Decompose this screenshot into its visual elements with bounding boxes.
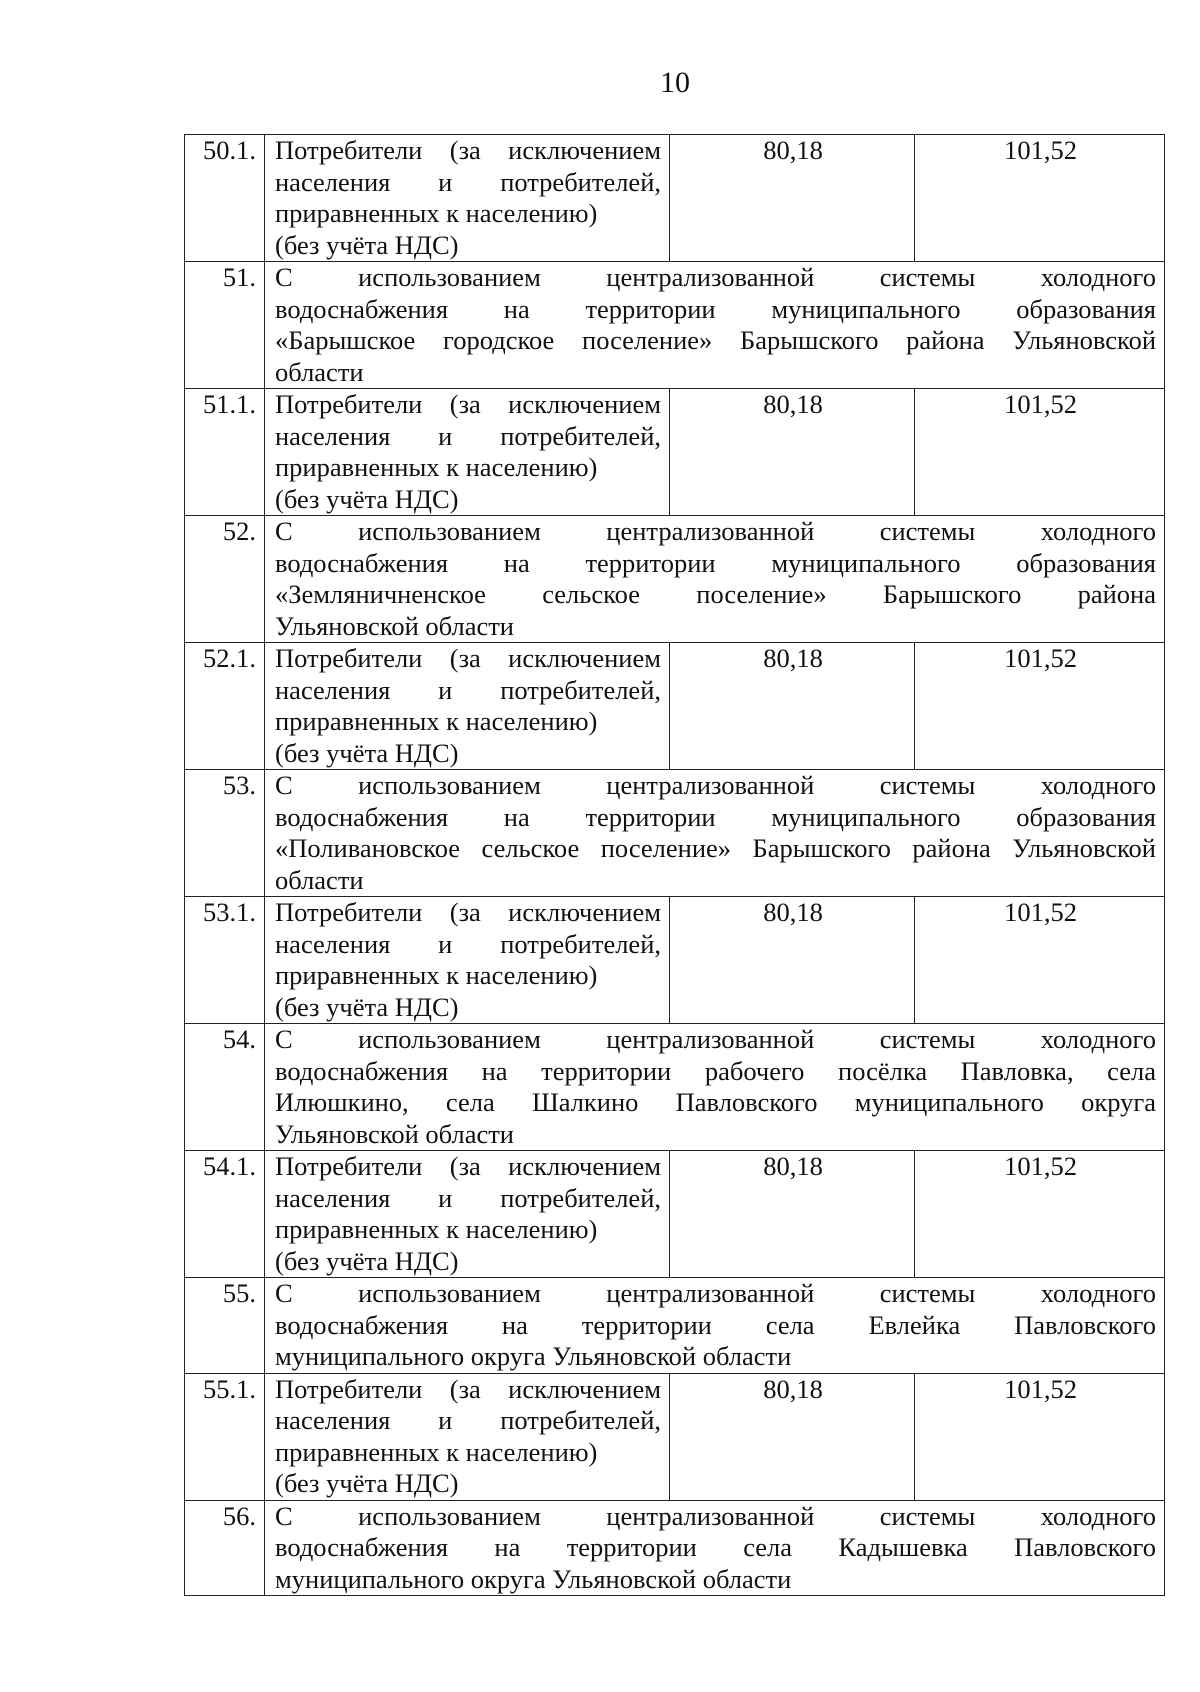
- section-description-line: С использованием централизованной системы холодного: [275, 516, 1156, 546]
- consumer-description-line: Потребители (за исключением: [275, 1151, 661, 1181]
- section-description-line: муниципального округа Ульяновской области: [275, 1341, 792, 1371]
- tariff-table: [184, 134, 1165, 1596]
- section-description-line: Илюшкино, села Шалкино Павловского муниципального округа: [275, 1087, 1156, 1117]
- consumer-description: [265, 643, 670, 770]
- section-row: [185, 1278, 1165, 1374]
- consumer-description-line: населения и потребителей,: [275, 1182, 661, 1213]
- consumer-description-line: приравненных к населению): [275, 1214, 598, 1244]
- section-description-line: «Поливановское сельское поселение» Барышского района Ульяновской: [275, 833, 1156, 863]
- consumer-row: [185, 135, 1165, 262]
- row-number: 53.: [185, 770, 265, 897]
- row-number: 56.: [185, 1500, 265, 1596]
- row-number: 55.: [185, 1278, 265, 1374]
- section-description-line: муниципального округа Ульяновской области: [275, 1563, 792, 1594]
- section-description-line: С использованием централизованной системы холодного: [275, 770, 1156, 800]
- consumer-description-line: Потребители (за исключением: [275, 135, 661, 165]
- consumer-row: [185, 643, 1165, 770]
- tariff-value-2: 101,52: [915, 1151, 1165, 1278]
- section-row: [185, 262, 1165, 389]
- row-number: 51.: [185, 262, 265, 389]
- consumer-description-line: приравненных к населению): [275, 198, 598, 228]
- section-description-line: водоснабжения на территории муниципального образования: [275, 293, 1156, 324]
- consumer-description-line: населения и потребителей,: [275, 420, 661, 451]
- consumer-row: [185, 897, 1165, 1024]
- section-description-line: С использованием централизованной системы холодного: [275, 1024, 1156, 1054]
- page-number: 10: [660, 66, 690, 99]
- section-description-line: водоснабжения на территории муниципального образования: [275, 801, 1156, 832]
- tariff-value-2: 101,52: [915, 897, 1165, 1024]
- section-description: [265, 1500, 1165, 1596]
- consumer-description-line: населения и потребителей,: [275, 1405, 661, 1435]
- section-description-line: С использованием централизованной системы холодного: [275, 262, 1156, 292]
- consumer-description: [265, 389, 670, 516]
- section-description: [265, 1024, 1165, 1151]
- consumer-row: [185, 1151, 1165, 1278]
- consumer-row: [185, 389, 1165, 516]
- row-number: 52.: [185, 516, 265, 643]
- consumer-description-line: населения и потребителей,: [275, 928, 661, 959]
- section-description-line: С использованием централизованной системы холодного: [275, 1278, 1156, 1308]
- consumer-description-line: приравненных к населению): [275, 1436, 598, 1467]
- consumer-description: [265, 1373, 670, 1500]
- section-description-line: «Земляничненское сельское поселение» Барышского района: [275, 579, 1156, 609]
- row-number: 51.1.: [185, 389, 265, 516]
- section-description-line: Ульяновской области: [275, 610, 514, 641]
- tariff-value-1: 80,18: [670, 1373, 915, 1500]
- row-number: 50.1.: [185, 135, 265, 262]
- consumer-description-line: населения и потребителей,: [275, 674, 661, 705]
- section-description-line: водоснабжения на территории села Евлейка Павловского: [275, 1309, 1156, 1340]
- consumer-description-line: Потребители (за исключением: [275, 897, 661, 927]
- tariff-value-2: 101,52: [915, 389, 1165, 516]
- consumer-description-line: (без учёта НДС): [275, 1245, 459, 1276]
- section-description-line: области: [275, 356, 364, 387]
- tariff-value-1: 80,18: [670, 135, 915, 262]
- tariff-value-1: 80,18: [670, 1151, 915, 1278]
- row-number: 54.: [185, 1024, 265, 1151]
- section-row: [185, 1500, 1165, 1596]
- tariff-value-2: 101,52: [915, 1373, 1165, 1500]
- row-number: 54.1.: [185, 1151, 265, 1278]
- consumer-description-line: населения и потребителей,: [275, 166, 661, 197]
- section-description-line: «Барышское городское поселение» Барышского района Ульяновской: [275, 325, 1156, 355]
- consumer-description-line: Потребители (за исключением: [275, 643, 661, 673]
- section-description: [265, 516, 1165, 643]
- consumer-description-line: Потребители (за исключением: [275, 1373, 661, 1404]
- consumer-description-line: (без учёта НДС): [275, 1468, 459, 1498]
- tariff-value-2: 101,52: [915, 643, 1165, 770]
- consumer-description-line: (без учёта НДС): [275, 483, 459, 514]
- tariff-value-1: 80,18: [670, 643, 915, 770]
- row-number: 55.1.: [185, 1373, 265, 1500]
- consumer-description: [265, 897, 670, 1024]
- section-description-line: водоснабжения на территории муниципального образования: [275, 547, 1156, 578]
- consumer-description-line: (без учёта НДС): [275, 991, 459, 1022]
- consumer-description-line: (без учёта НДС): [275, 229, 459, 260]
- consumer-description-line: приравненных к населению): [275, 706, 598, 736]
- section-description-line: С использованием централизованной системы холодного: [275, 1500, 1156, 1531]
- consumer-description-line: (без учёта НДС): [275, 737, 459, 768]
- section-row: [185, 770, 1165, 897]
- consumer-row: [185, 1373, 1165, 1500]
- section-description: [265, 262, 1165, 389]
- tariff-table-body: [185, 135, 1165, 1596]
- section-description: [265, 1278, 1165, 1374]
- section-description-line: водоснабжения на территории села Кадышевка Павловского: [275, 1532, 1156, 1562]
- section-description-line: водоснабжения на территории рабочего посёлка Павловка, села: [275, 1055, 1156, 1086]
- tariff-value-1: 80,18: [670, 389, 915, 516]
- section-description-line: области: [275, 864, 364, 895]
- section-description-line: Ульяновской области: [275, 1118, 514, 1149]
- consumer-description: [265, 135, 670, 262]
- tariff-value-1: 80,18: [670, 897, 915, 1024]
- section-description: [265, 770, 1165, 897]
- tariff-value-2: 101,52: [915, 135, 1165, 262]
- row-number: 53.1.: [185, 897, 265, 1024]
- consumer-description-line: приравненных к населению): [275, 960, 598, 990]
- row-number: 52.1.: [185, 643, 265, 770]
- consumer-description: [265, 1151, 670, 1278]
- section-row: [185, 516, 1165, 643]
- consumer-description-line: приравненных к населению): [275, 452, 598, 482]
- section-row: [185, 1024, 1165, 1151]
- consumer-description-line: Потребители (за исключением: [275, 389, 661, 419]
